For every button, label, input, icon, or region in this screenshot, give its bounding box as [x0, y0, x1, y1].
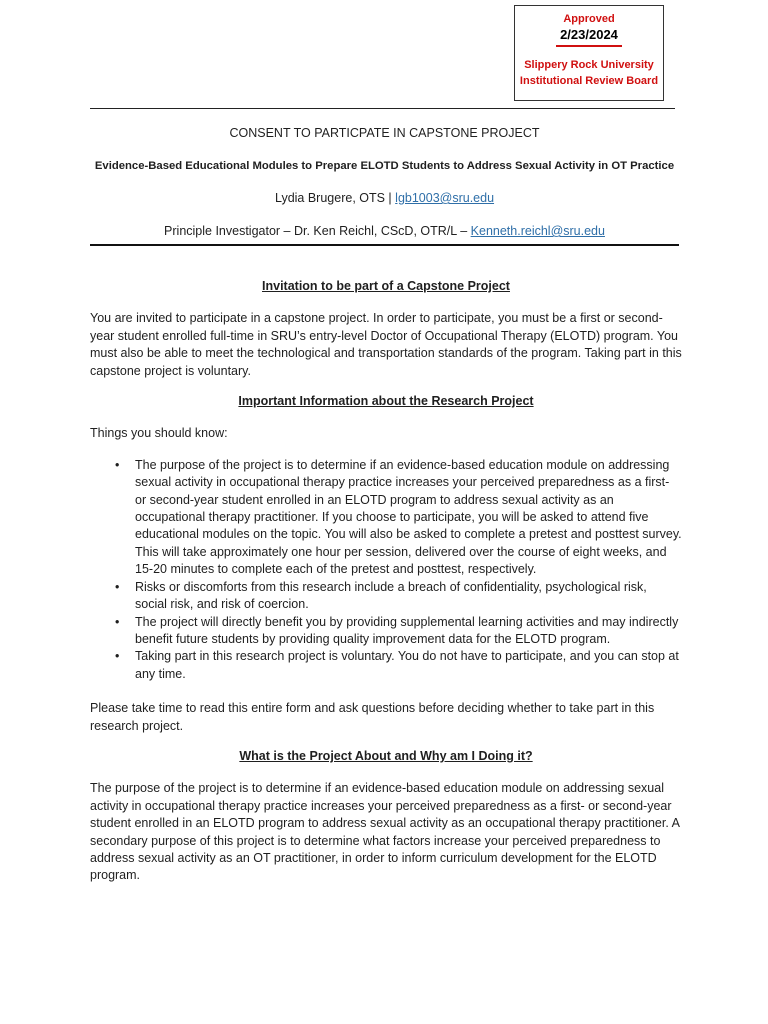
- invitation-heading: Invitation to be part of a Capstone Project: [262, 279, 510, 293]
- pi-email-link[interactable]: Kenneth.reichl@sru.edu: [470, 224, 605, 238]
- things-to-know-intro: Things you should know:: [90, 426, 228, 441]
- project-about-heading: What is the Project About and Why am I Doing it?: [239, 748, 533, 763]
- header-top-divider: [90, 108, 675, 109]
- stamp-institution: [515, 57, 663, 89]
- principal-investigator-line: [90, 224, 679, 238]
- project-about-paragraph: The purpose of the project is to determine if an evidence-based education module on addressing sexual activity in occupational therapy practice increases your perceived preparedness as a first- or second-year student enrolled in an ELOTD program to address sexual activity as an occupational therapy practitioner. A secondary purpose of this project is to determine what factors increase your perceived preparedness to address sexual activity as an OT practitioner, in order to inform curriculum development for the ELOTD program.: [90, 781, 680, 883]
- form-title: CONSENT TO PARTICPATE IN CAPSTONE PROJECT: [229, 126, 540, 140]
- irb-approval-stamp: [514, 5, 664, 101]
- read-form-paragraph: Please take time to read this entire form and ask questions before deciding whether to take part in this research project.: [90, 701, 655, 733]
- document-body: [90, 278, 682, 885]
- stamp-date-underline: [556, 45, 622, 47]
- list-item: • The purpose of the project is to determine if an evidence-based education module on addressing sexual activity in occupational therapy practice increases your perceived preparedness as a first- or second-year student enrolled in an ELOTD program to address sexual activity as an occupational therapy practitioner. If you choose to participate, you will be asked to attend five educational modules on the topic. You will also be asked to complete a pretest and posttest survey. This will take approximately one hour per session, delivered over the course of eight weeks, and 15-20 minutes to complete each of the pretest and posttest, respectively.: [135, 457, 682, 579]
- student-name: Lydia Brugere, OTS |: [274, 191, 392, 205]
- key-points-list: [90, 457, 682, 683]
- pi-name: Principle Investigator – Dr. Ken Reichl, CScD, OTR/L –: [164, 224, 468, 238]
- important-info-heading: Important Information about the Research Project: [238, 394, 534, 409]
- student-investigator-line: [90, 191, 679, 205]
- list-item: • The project will directly benefit you by providing supplemental learning activities and may indirectly benefit future students by providing quality improvement data for the ELOTD program.: [135, 614, 682, 649]
- stamp-status: Approved: [563, 13, 615, 25]
- header-bottom-divider: [90, 244, 679, 246]
- list-item: • Risks or discomforts from this research include a breach of confidentiality, psychological risk, social risk, and risk of coercion.: [135, 579, 682, 614]
- stamp-institution-line1: Slippery Rock University: [524, 59, 654, 71]
- student-email-link[interactable]: lgb1003@sru.edu: [395, 191, 495, 205]
- stamp-institution-line2: Institutional Review Board: [519, 75, 659, 87]
- study-title: Evidence-Based Educational Modules to Prepare ELOTD Students to Address Sexual Activity in OT Practice: [94, 160, 675, 172]
- invitation-paragraph: You are invited to participate in a capstone project. In order to participate, you must be a first or second-year student enrolled full-time in SRU’s entry-level Doctor of Occupational Therapy (ELOTD) program. You must also be able to meet the technological and transportation standards of the program. Taking part in this capstone project is voluntary.: [90, 311, 682, 378]
- stamp-date: 2/23/2024: [560, 27, 618, 42]
- list-item: • Taking part in this research project is voluntary. You do not have to participate, and you can stop at any time.: [135, 648, 682, 683]
